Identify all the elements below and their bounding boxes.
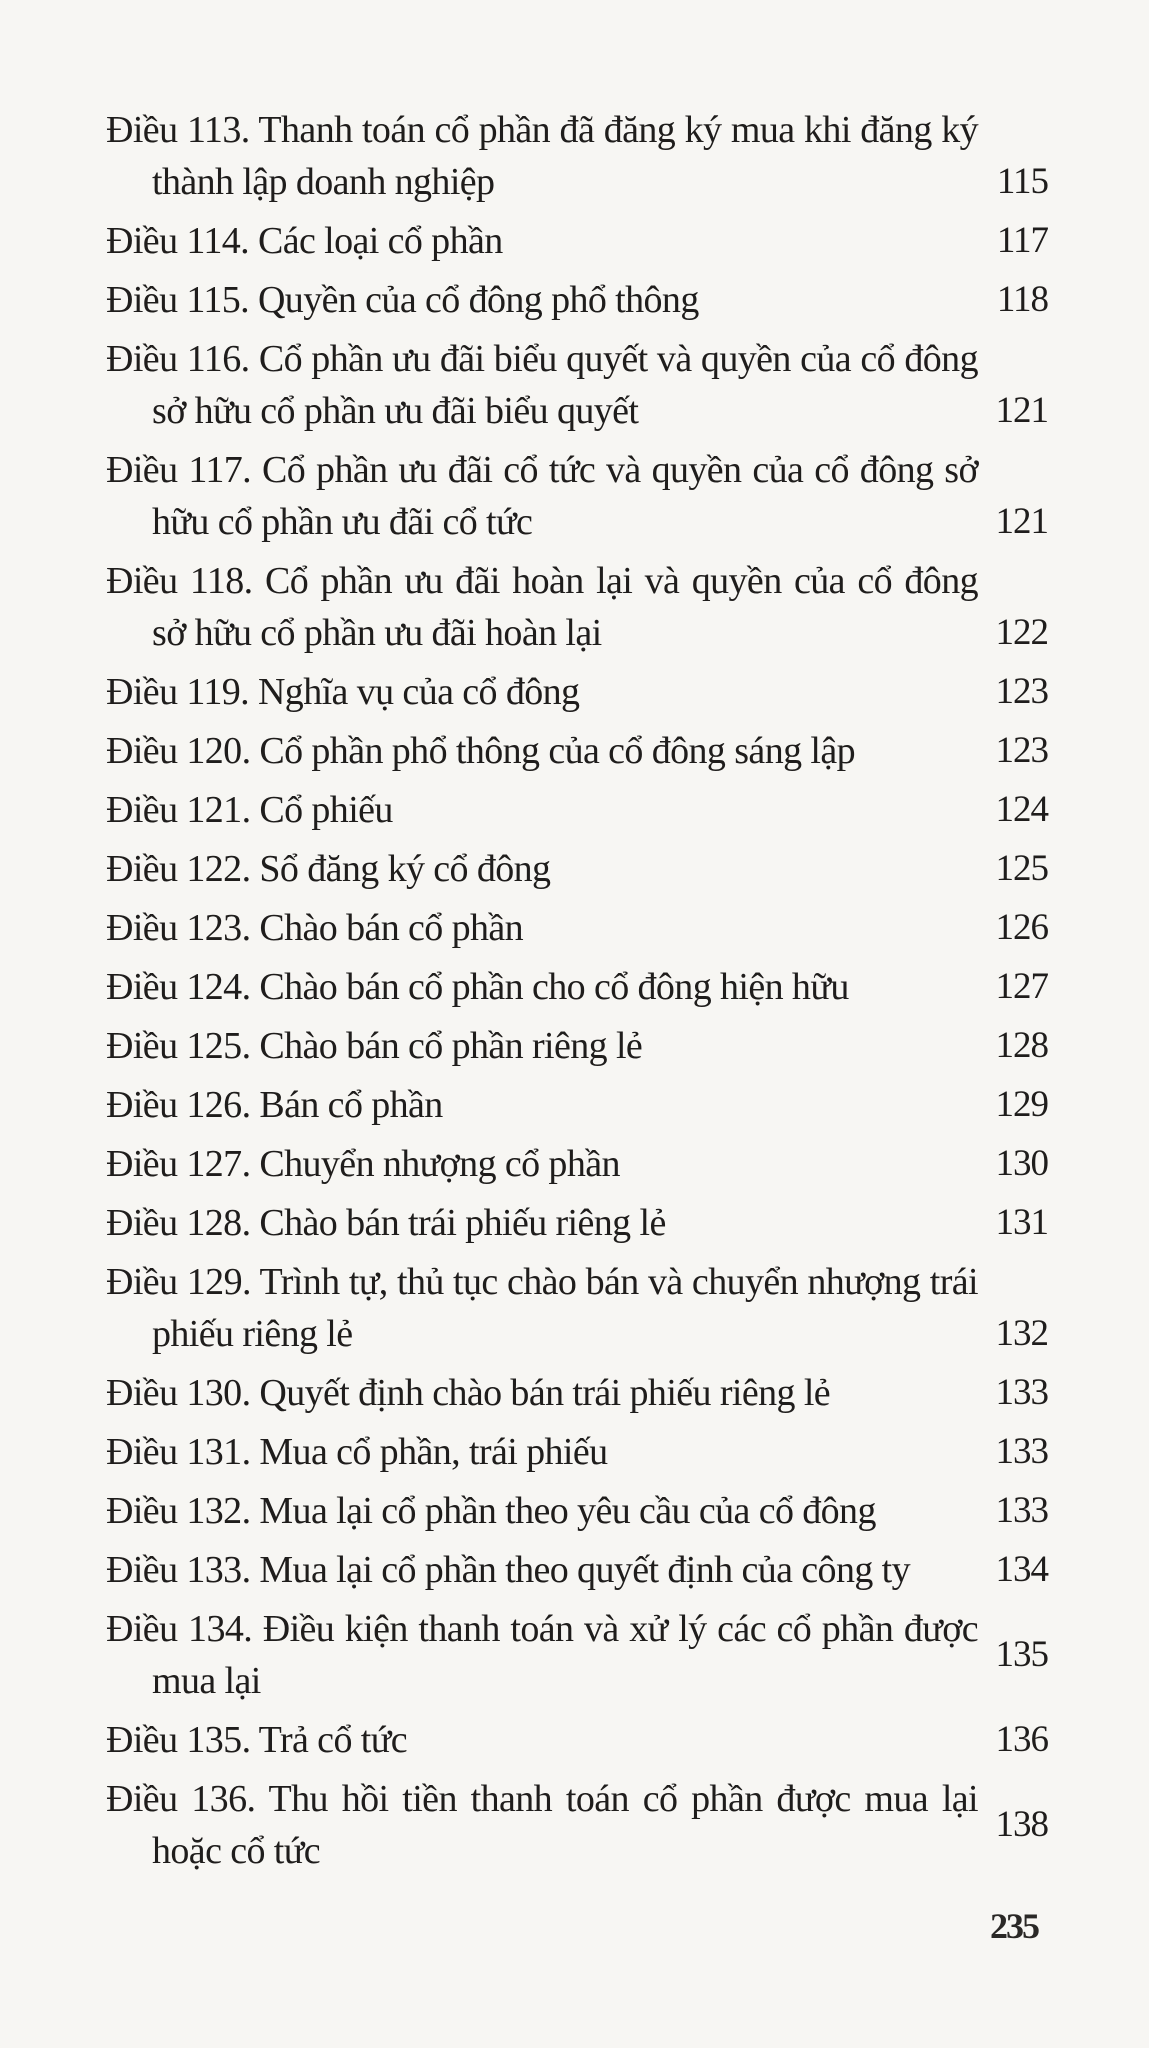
toc-entry-title: Điều 120. Cổ phần phổ thông của cổ đông sáng lập [106, 730, 856, 772]
toc-entry-page: 115 [996, 161, 1048, 202]
toc-entry-title: Điều 121. Cổ phiếu [106, 789, 393, 831]
toc-entry [106, 784, 1048, 836]
toc-entry [106, 444, 1048, 548]
toc-entry-title: Điều 135. Trả cổ tức [106, 1719, 407, 1761]
toc-entry-title: Điều 113. Thanh toán cổ phần đã đăng ký mua khi đăng ký thành lập doanh nghiệp [106, 109, 978, 203]
toc-entry-title: Điều 124. Chào bán cổ phần cho cổ đông hiện hữu [106, 966, 849, 1008]
toc-entry [106, 1256, 1048, 1360]
toc-entry [106, 1773, 1048, 1877]
toc-entry [106, 1138, 1048, 1190]
toc-entry-title: Điều 132. Mua lại cổ phần theo yêu cầu của cổ đông [106, 1490, 876, 1532]
toc-entry-page: 138 [995, 1804, 1048, 1845]
toc-entry-page: 125 [995, 848, 1048, 889]
toc-entry [106, 902, 1048, 954]
toc-entry-page: 131 [995, 1202, 1048, 1243]
toc-entry-page: 130 [995, 1143, 1048, 1184]
toc-entry-page: 128 [995, 1025, 1048, 1066]
page-number: 235 [990, 1906, 1038, 1946]
toc-entry [106, 1079, 1048, 1131]
toc-entry-title: Điều 127. Chuyển nhượng cổ phần [106, 1143, 620, 1185]
toc-entry-page: 134 [995, 1549, 1048, 1590]
toc-entry-page: 117 [996, 220, 1048, 261]
toc-entry-page: 133 [995, 1490, 1048, 1531]
toc-entry-title: Điều 130. Quyết định chào bán trái phiếu riêng lẻ [106, 1372, 831, 1414]
toc-entry-title: Điều 119. Nghĩa vụ của cổ đông [106, 671, 580, 713]
toc-entry-title: Điều 136. Thu hồi tiền thanh toán cổ phần được mua lại hoặc cổ tức [106, 1778, 978, 1872]
toc-entry-title: Điều 128. Chào bán trái phiếu riêng lẻ [106, 1202, 666, 1244]
toc-entry-title: Điều 117. Cổ phần ưu đãi cổ tức và quyền của cổ đông sở hữu cổ phần ưu đãi cổ tức [106, 449, 978, 543]
toc-entry-page: 122 [995, 612, 1048, 653]
toc-entry-page: 127 [995, 966, 1048, 1007]
toc-entry [106, 1367, 1048, 1419]
toc-entry [106, 1020, 1048, 1072]
toc-entry-page: 126 [995, 907, 1048, 948]
toc-entry-page: 123 [995, 730, 1048, 771]
toc-entry-title: Điều 122. Sổ đăng ký cổ đông [106, 848, 551, 890]
toc-entry-title: Điều 125. Chào bán cổ phần riêng lẻ [106, 1025, 643, 1067]
toc-entry-page: 136 [995, 1719, 1048, 1760]
toc-entry-title: Điều 114. Các loại cổ phần [106, 220, 503, 262]
toc-entry-page: 133 [995, 1372, 1048, 1413]
toc-entry [106, 666, 1048, 718]
toc-entry [106, 104, 1048, 208]
toc-entry-page: 124 [995, 789, 1048, 830]
toc-entry-page: 135 [995, 1634, 1048, 1675]
toc-entry [106, 555, 1048, 659]
toc-entry [106, 333, 1048, 437]
toc-entry [106, 1485, 1048, 1537]
toc-entry-page: 129 [995, 1084, 1048, 1125]
toc-entry-page: 132 [995, 1313, 1048, 1354]
toc-entry [106, 1544, 1048, 1596]
toc-entry-title: Điều 131. Mua cổ phần, trái phiếu [106, 1431, 608, 1473]
toc-entry-page: 121 [995, 390, 1048, 431]
toc-entry [106, 1197, 1048, 1249]
toc-entry-title: Điều 118. Cổ phần ưu đãi hoàn lại và quyền của cổ đông sở hữu cổ phần ưu đãi hoàn lại [106, 560, 978, 654]
toc-entry-page: 133 [995, 1431, 1048, 1472]
table-of-contents [106, 104, 1048, 1884]
toc-entry-title: Điều 123. Chào bán cổ phần [106, 907, 524, 949]
toc-entry [106, 215, 1048, 267]
toc-entry-title: Điều 134. Điều kiện thanh toán và xử lý các cổ phần được mua lại [106, 1608, 978, 1702]
toc-entry [106, 274, 1048, 326]
toc-entry-title: Điều 116. Cổ phần ưu đãi biểu quyết và quyền của cổ đông sở hữu cổ phần ưu đãi biểu quyết [106, 338, 978, 432]
toc-entry-title: Điều 133. Mua lại cổ phần theo quyết định của công ty [106, 1549, 910, 1591]
toc-entry-title: Điều 115. Quyền của cổ đông phổ thông [106, 279, 699, 321]
toc-entry-title: Điều 129. Trình tự, thủ tục chào bán và chuyển nhượng trái phiếu riêng lẻ [106, 1261, 978, 1355]
toc-entry [106, 843, 1048, 895]
toc-entry [106, 1714, 1048, 1766]
toc-entry [106, 1426, 1048, 1478]
toc-entry [106, 1603, 1048, 1707]
toc-entry-title: Điều 126. Bán cổ phần [106, 1084, 443, 1126]
toc-entry [106, 961, 1048, 1013]
toc-entry-page: 118 [996, 279, 1048, 320]
toc-entry-page: 123 [995, 671, 1048, 712]
toc-entry-page: 121 [995, 501, 1048, 542]
toc-entry [106, 725, 1048, 777]
